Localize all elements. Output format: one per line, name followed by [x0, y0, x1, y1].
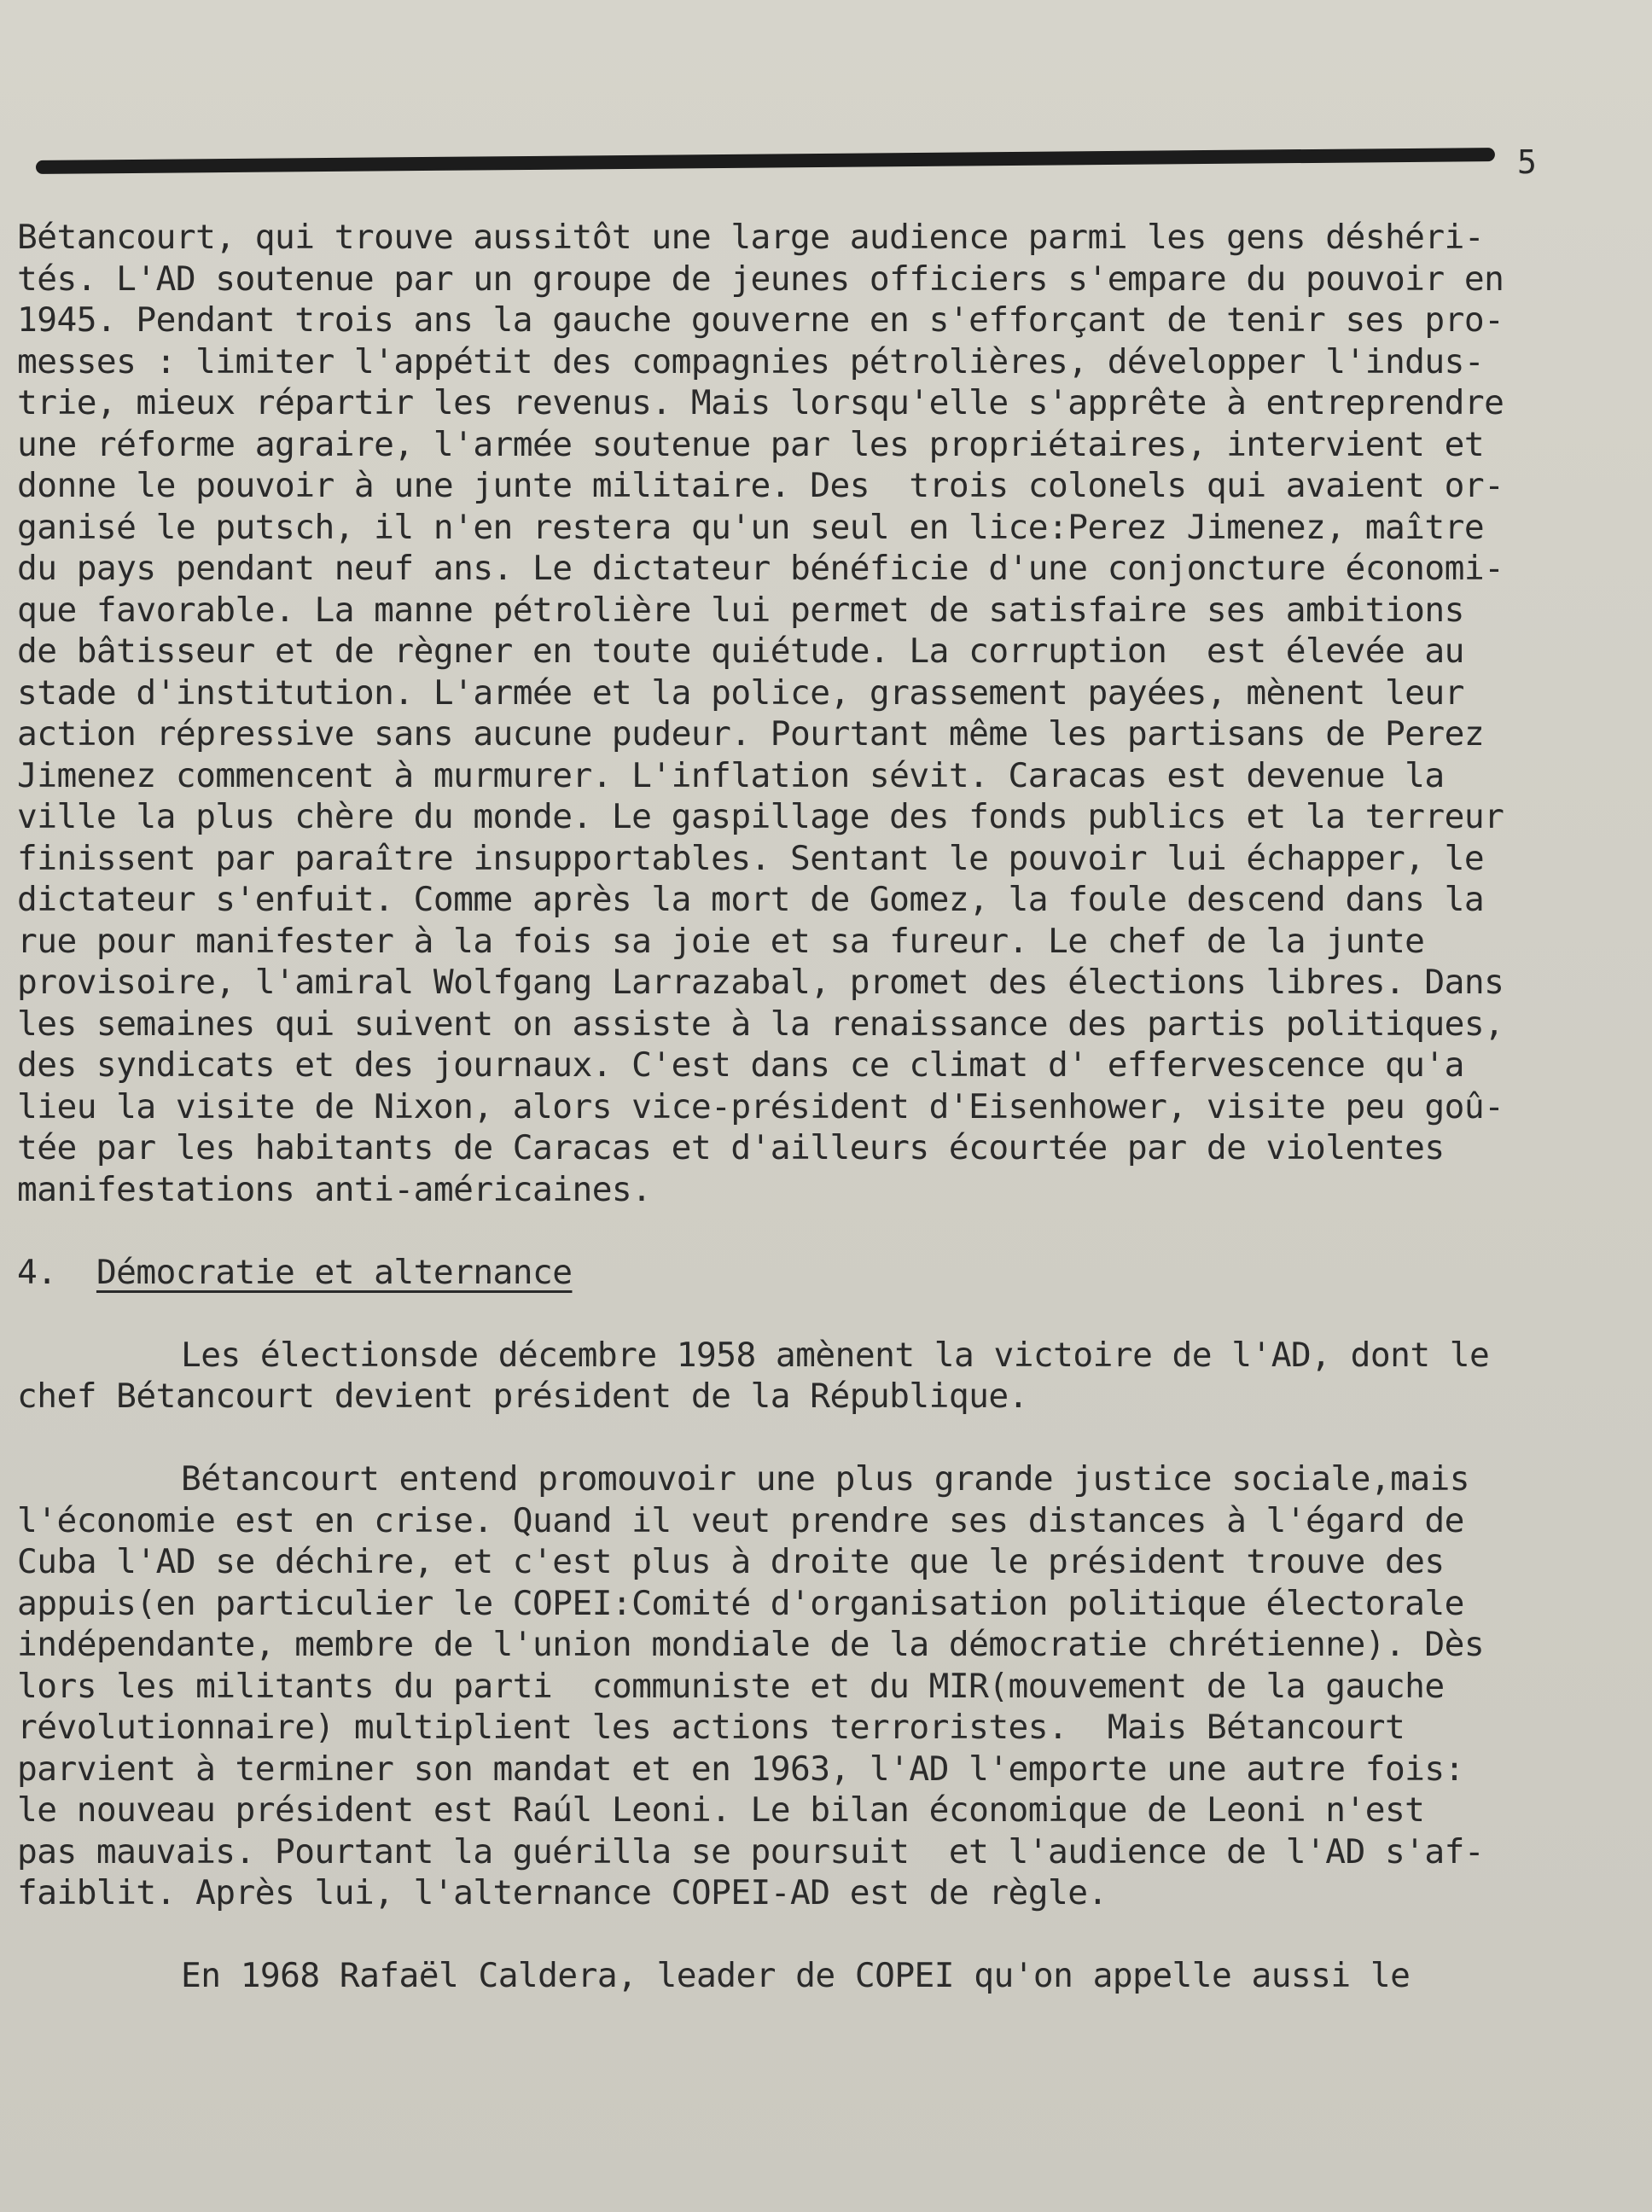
paragraph-betancourt-presidency: [17, 1458, 1630, 1914]
text-line: Bétancourt, qui trouve aussitôt une large audience parmi les gens déshéri-: [17, 218, 1485, 257]
text-line: lieu la visite de Nixon, alors vice-président d'Eisenhower, visite peu goû-: [17, 1086, 1504, 1126]
text-line: Cuba l'AD se déchire, et c'est plus à droite que le président trouve des: [17, 1542, 1445, 1581]
text-line: [17, 1955, 1630, 1997]
text-line-content: En 1968 Rafaël Caldera, leader de COPEI qu'on appelle aussi le: [181, 1956, 1411, 1995]
text-line-content: Bétancourt entend promouvoir une plus grande justice sociale,mais: [181, 1459, 1470, 1499]
text-line: messes : limiter l'appétit des compagnies pétrolières, développer l'indus-: [17, 341, 1485, 381]
text-line: chef Bétancourt devient président de la République.: [17, 1377, 1028, 1416]
text-line: l'économie est en crise. Quand il veut prendre ses distances à l'égard de: [17, 1500, 1464, 1540]
text-line: finissent par paraître insupportables. Sentant le pouvoir lui échapper, le: [17, 838, 1485, 878]
text-line: ville la plus chère du monde. Le gaspillage des fonds publics et la terreur: [17, 797, 1504, 836]
header-rule: [36, 148, 1495, 174]
page-number: 5: [1517, 143, 1537, 181]
paragraph-perez-jimenez: [17, 217, 1630, 1210]
text-line: du pays pendant neuf ans. Le dictateur bénéficie d'une conjoncture économi-: [17, 549, 1504, 588]
text-line: dictateur s'enfuit. Comme après la mort de Gomez, la foule descend dans la: [17, 880, 1485, 919]
text-line: provisoire, l'amiral Wolfgang Larrazabal, promet des élections libres. Dans: [17, 963, 1504, 1002]
text-line: des syndicats et des journaux. C'est dans ce climat d' effervescence qu'a: [17, 1045, 1464, 1085]
text-line: le nouveau président est Raúl Leoni. Le bilan économique de Leoni n'est: [17, 1790, 1425, 1830]
text-line: [17, 1335, 1630, 1377]
section-title: Démocratie et alternance: [96, 1252, 573, 1292]
text-line: parvient à terminer son mandat et en 1963, l'AD l'emporte une autre fois:: [17, 1749, 1464, 1789]
text-line: donne le pouvoir à une junte militaire. Des trois colonels qui avaient or-: [17, 466, 1504, 505]
text-line-content: Les électionsde décembre 1958 amènent la victoire de l'AD, dont le: [181, 1335, 1490, 1375]
text-line: action répressive sans aucune pudeur. Pourtant même les partisans de Perez: [17, 714, 1485, 754]
text-line: révolutionnaire) multiplient les actions terroristes. Mais Bétancourt: [17, 1708, 1405, 1747]
blank-line: [17, 1417, 1630, 1459]
blank-line: [17, 1210, 1630, 1252]
paragraph-elections-1958: [17, 1335, 1630, 1417]
text-line: 1945. Pendant trois ans la gauche gouverne en s'efforçant de tenir ses pro-: [17, 300, 1504, 340]
blank-line: [17, 1914, 1630, 1956]
section-heading: [17, 1252, 1630, 1294]
text-line: ganisé le putsch, il n'en restera qu'un seul en lice:Perez Jimenez, maître: [17, 507, 1485, 547]
text-line: Jimenez commencent à murmurer. L'inflation sévit. Caracas est devenue la: [17, 755, 1445, 795]
text-line: lors les militants du parti communiste et du MIR(mouvement de la gauche: [17, 1666, 1445, 1706]
text-line: faiblit. Après lui, l'alternance COPEI-AD est de règle.: [17, 1873, 1108, 1912]
text-line: une réforme agraire, l'armée soutenue par les propriétaires, intervient et: [17, 424, 1485, 464]
text-line: pas mauvais. Pourtant la guérilla se poursuit et l'audience de l'AD s'af-: [17, 1831, 1485, 1871]
text-line: manifestations anti-américaines.: [17, 1169, 652, 1209]
text-line: [17, 1458, 1630, 1500]
text-line: que favorable. La manne pétrolière lui permet de satisfaire ses ambitions: [17, 590, 1464, 630]
text-line: de bâtisseur et de règner en toute quiétude. La corruption est élevée au: [17, 632, 1464, 671]
text-line: les semaines qui suivent on assiste à la renaissance des partis politiques,: [17, 1004, 1504, 1044]
paragraph-caldera: [17, 1955, 1630, 1997]
text-line: trie, mieux répartir les revenus. Mais lorsqu'elle s'apprête à entreprendre: [17, 383, 1504, 422]
text-line: stade d'institution. L'armée et la police, grassement payées, mènent leur: [17, 672, 1464, 713]
text-line: indépendante, membre de l'union mondiale de la démocratie chrétienne). Dès: [17, 1625, 1485, 1664]
section-number: 4.: [17, 1252, 57, 1292]
text-line: tée par les habitants de Caracas et d'ailleurs écourtée par de violentes: [17, 1128, 1445, 1167]
text-line: rue pour manifester à la fois sa joie et sa fureur. Le chef de la junte: [17, 921, 1425, 961]
document-body: [17, 217, 1630, 1997]
text-line: appuis(en particulier le COPEI:Comité d'organisation politique électorale: [17, 1583, 1464, 1623]
text-line: tés. L'AD soutenue par un groupe de jeunes officiers s'empare du pouvoir en: [17, 259, 1504, 299]
blank-line: [17, 1293, 1630, 1335]
